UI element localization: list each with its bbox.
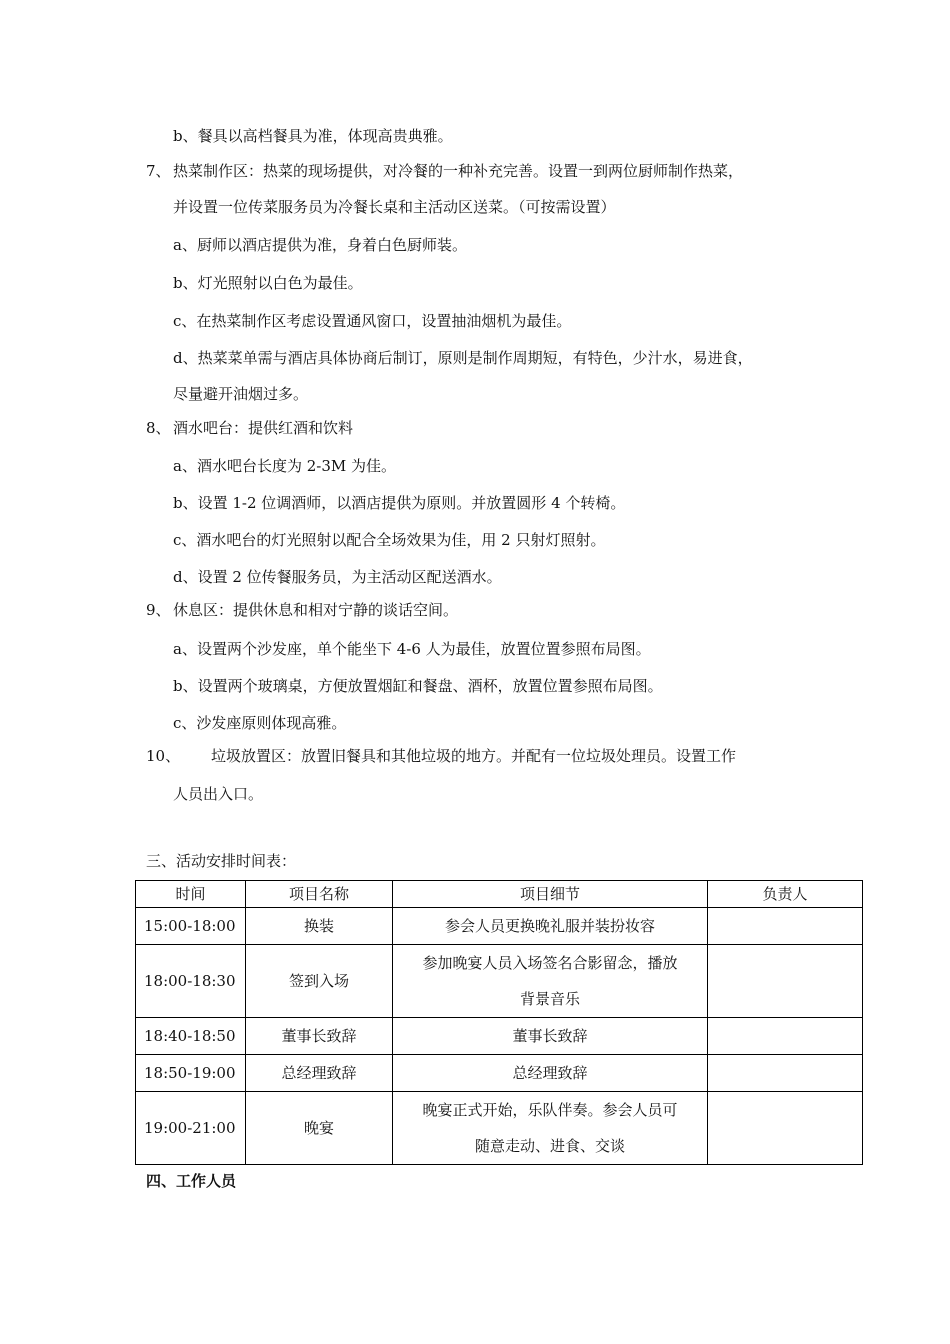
table-row [136, 908, 863, 945]
table-row [136, 1092, 863, 1165]
owner-cell [708, 1055, 863, 1092]
detail-line: 背景音乐 [519, 990, 580, 1008]
text-line: 人员出入口。 [173, 785, 264, 803]
text-line: c、在热菜制作区考虑设置通风窗口，设置抽油烟机为最佳。 [173, 312, 572, 330]
table-row [136, 1018, 863, 1055]
text-line: b、餐具以高档餐具为准，体现高贵典雅。 [173, 127, 453, 145]
column-header: 项目细节 [393, 881, 708, 908]
text-line: c、沙发座原则体现高雅。 [173, 714, 347, 732]
detail-cell: 董事长致辞 [393, 1018, 708, 1055]
text-line: 尽量避开油烟过多。 [173, 385, 309, 403]
column-header: 时间 [136, 881, 246, 908]
detail-line: 随意走动、进食、交谈 [474, 1137, 625, 1155]
table-row [136, 945, 863, 1018]
text-line: c、酒水吧台的灯光照射以配合全场效果为佳，用 2 只射灯照射。 [173, 531, 606, 549]
text-line: 并设置一位传菜服务员为冷餐长桌和主活动区送菜。（可按需设置） [173, 198, 616, 216]
text-line: a、厨师以酒店提供为准，身着白色厨师装。 [173, 236, 467, 254]
section-heading: 四、工作人员 [146, 1172, 237, 1190]
text-line: 垃圾放置区：放置旧餐具和其他垃圾的地方。并配有一位垃圾处理员。设置工作 [211, 747, 737, 765]
text-line: a、设置两个沙发座，单个能坐下 4-6 人为最佳，放置位置参照布局图。 [173, 640, 651, 658]
item-number: 9、 [146, 601, 171, 619]
name-cell: 总经理致辞 [246, 1055, 393, 1092]
owner-cell [708, 908, 863, 945]
name-cell: 晚宴 [246, 1092, 393, 1165]
name-cell: 签到入场 [246, 945, 393, 1018]
time-cell: 15:00-18:00 [136, 908, 246, 945]
owner-cell [708, 1018, 863, 1055]
schedule-table [135, 880, 863, 1165]
column-header: 项目名称 [246, 881, 393, 908]
section-heading: 三、活动安排时间表： [146, 852, 297, 870]
text-line: 热菜制作区：热菜的现场提供，对冷餐的一种补充完善。设置一到两位厨师制作热菜， [173, 162, 744, 180]
text-line: b、设置两个玻璃桌，方便放置烟缸和餐盘、酒杯，放置位置参照布局图。 [173, 677, 663, 695]
detail-line: 参加晚宴人员入场签名合影留念，播放 [422, 954, 678, 972]
table-row [136, 1055, 863, 1092]
item-number: 10、 [146, 747, 181, 765]
detail-cell: 参会人员更换晚礼服并装扮妆容 [393, 908, 708, 945]
detail-cell [393, 1092, 708, 1165]
detail-cell [393, 945, 708, 1018]
text-line: d、热菜菜单需与酒店具体协商后制订，原则是制作周期短，有特色，少汁水，易进食， [173, 349, 753, 367]
text-line: 酒水吧台：提供红酒和饮料 [173, 419, 354, 437]
owner-cell [708, 1092, 863, 1165]
time-cell: 19:00-21:00 [136, 1092, 246, 1165]
column-header: 负责人 [708, 881, 863, 908]
detail-line: 晚宴正式开始，乐队伴奏。参会人员可 [422, 1101, 678, 1119]
item-number: 8、 [146, 419, 171, 437]
time-cell: 18:00-18:30 [136, 945, 246, 1018]
time-cell: 18:40-18:50 [136, 1018, 246, 1055]
text-line: b、设置 1-2 位调酒师，以酒店提供为原则。并放置圆形 4 个转椅。 [173, 494, 626, 512]
table-header-row [136, 881, 863, 908]
time-cell: 18:50-19:00 [136, 1055, 246, 1092]
name-cell: 董事长致辞 [246, 1018, 393, 1055]
text-line: d、设置 2 位传餐服务员，为主活动区配送酒水。 [173, 568, 502, 586]
name-cell: 换装 [246, 908, 393, 945]
owner-cell [708, 945, 863, 1018]
text-line: a、酒水吧台长度为 2-3M 为佳。 [173, 457, 396, 475]
item-number: 7、 [146, 162, 171, 180]
detail-cell: 总经理致辞 [393, 1055, 708, 1092]
text-line: b、灯光照射以白色为最佳。 [173, 274, 363, 292]
text-line: 休息区：提供休息和相对宁静的谈话空间。 [173, 601, 459, 619]
